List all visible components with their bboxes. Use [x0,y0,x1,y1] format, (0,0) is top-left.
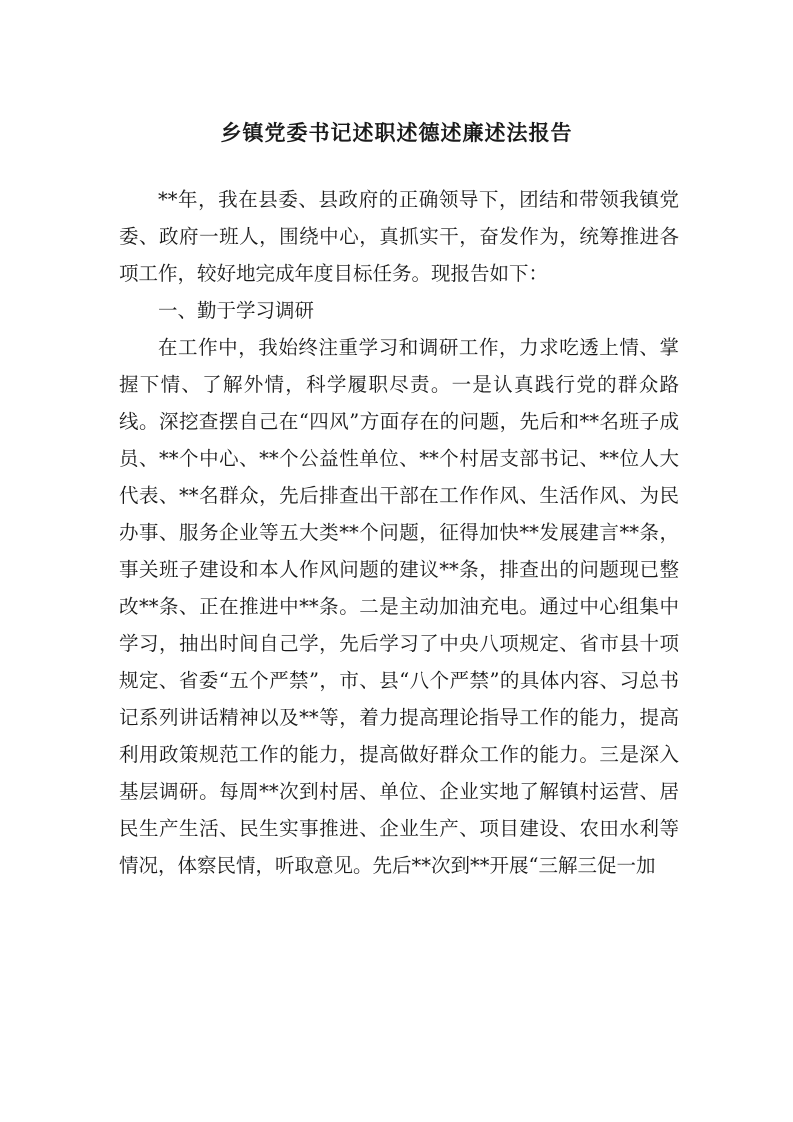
paragraph-study-research: 在工作中，我始终注重学习和调研工作，力求吃透上情、掌握下情、了解外情，科学履职尽责。一是认真践行党的群众路线。深挖查摆自己在“四风”方面存在的问题，先后和**名班子成员、**个中心、**个公益性单位、**个村居支部书记、**位人大代表、**名群众，先后排查出干部在工作作风、生活作风、为民办事、服务企业等五大类**个问题，征得加快**发展建言**条，事关班子建设和本人作风问题的建议**条，排查出的问题现已整改**条、正在推进中**条。二是主动加油充电。通过中心组集中学习，抽出时间自己学，先后学习了中央八项规定、省市县十项规定、省委“五个严禁”，市、县“八个严禁”的具体内容、习总书记系列讲话精神以及**等，着力提高理论指导工作的能力，提高利用政策规范工作的能力，提高做好群众工作的能力。三是深入基层调研。每周**次到村居、单位、企业实地了解镇村运营、居民生产生活、民生实事推进、企业生产、项目建设、农田水利等情况，体察民情，听取意见。先后**次到**开展“三解三促一加 [119,336,679,877]
paragraph-intro: **年，我在县委、县政府的正确领导下，团结和带领我镇党委、政府一班人，围绕中心，真抓实干，奋发作为，统筹推进各项工作，较好地完成年度目标任务。现报告如下： [119,188,679,285]
document-body [119,181,679,884]
section-heading-1: 一、勤于学习调研 [158,299,315,322]
document-title: 乡镇党委书记述职述德述廉述法报告 [220,120,573,145]
